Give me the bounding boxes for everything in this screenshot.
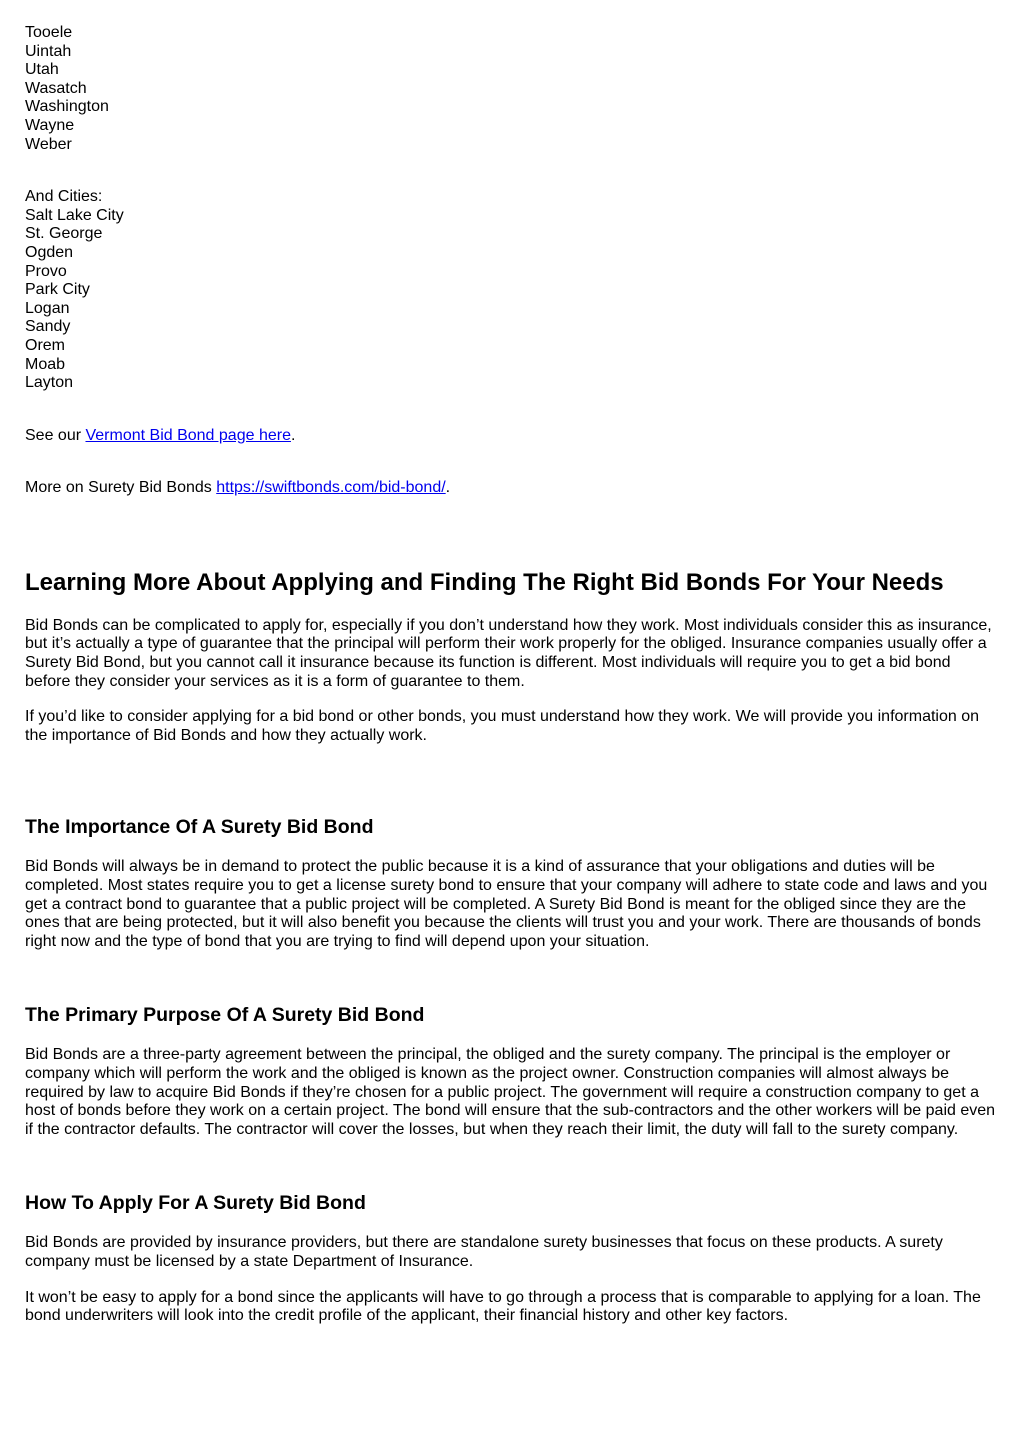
intro-paragraph: If you’d like to consider applying for a bid bond or other bonds, you must understand how they work. We will provide you information on the importance of Bid Bonds and how they actually work. bbox=[25, 708, 980, 744]
county-item: Wasatch bbox=[25, 79, 87, 97]
county-list bbox=[25, 24, 998, 154]
section-paragraph: It won’t be easy to apply for a bond since the applicants will have to go through a process that is comparable to applying for a loan. The bond underwriters will look into the credit profile of the applicant, their financial history and other key factors. bbox=[25, 1288, 981, 1325]
city-item: Moab bbox=[25, 355, 66, 373]
see-our-suffix: . bbox=[290, 426, 296, 444]
section-heading-importance: The Importance Of A Surety Bid Bond bbox=[25, 816, 374, 839]
city-item: Park City bbox=[25, 281, 90, 299]
see-our-prefix: See our bbox=[25, 426, 86, 444]
county-item: Washington bbox=[25, 98, 109, 116]
main-heading: Learning More About Applying and Finding The Right Bid Bonds For Your Needs bbox=[25, 568, 944, 596]
city-item: Ogden bbox=[25, 243, 74, 261]
city-list bbox=[25, 188, 998, 393]
section-heading-how-to-apply: How To Apply For A Surety Bid Bond bbox=[25, 1192, 366, 1215]
city-item: Provo bbox=[25, 262, 67, 280]
vermont-bid-bond-link[interactable]: Vermont Bid Bond page here bbox=[85, 426, 291, 444]
more-on-line bbox=[25, 479, 998, 498]
city-item: Logan bbox=[25, 299, 70, 317]
city-item: Sandy bbox=[25, 318, 71, 336]
section-heading-primary-purpose: The Primary Purpose Of A Surety Bid Bond bbox=[25, 1004, 425, 1027]
cities-heading: And Cities: bbox=[25, 188, 103, 206]
city-item: Salt Lake City bbox=[25, 206, 124, 224]
county-item: Utah bbox=[25, 61, 59, 79]
section-paragraph: Bid Bonds are a three-party agreement between the principal, the obliged and the surety company. The principal is the employer or company which will perform the work and the obliged is known as the project owner. Construction companies will almost always be required by law to acquire Bid Bonds if they’re chosen for a public project. The government will require a construction company to get a host of bonds before they work on a certain project. The bond will ensure that the sub-contractors and the other workers will be paid even if the contractor defaults. The contractor will cover the losses, but when they reach their limit, the duty will fall to the surety company. bbox=[25, 1046, 996, 1138]
swiftbonds-bid-bond-link[interactable]: https://swiftbonds.com/bid-bond/ bbox=[216, 479, 446, 497]
city-item: St. George bbox=[25, 225, 103, 243]
section-paragraph: Bid Bonds are provided by insurance providers, but there are standalone surety businesses that focus on these products. A surety company must be licensed by a state Department of Insurance. bbox=[25, 1234, 943, 1270]
section-paragraph: Bid Bonds will always be in demand to protect the public because it is a kind of assurance that your obligations and duties will be completed. Most states require you to get a license surety bond to ensure that your company will adhere to state code and laws and you get a contract bond to guarantee that a public project will be completed. A Surety Bid Bond is meant for the obliged since they are the ones that are being protected, but it will also benefit you because the clients will trust you and your work. There are thousands of bonds right now and the type of bond that you are trying to find will depend upon your situation. bbox=[25, 858, 988, 950]
county-item: Uintah bbox=[25, 42, 72, 60]
county-item: Wayne bbox=[25, 116, 75, 134]
intro-paragraph: Bid Bonds can be complicated to apply for, especially if you don’t understand how they work. Most individuals consider this as insurance, but it’s actually a type of guarantee that the principal will perform their work properly for the obliged. Insurance companies usually offer a Surety Bid Bond, but you cannot call it insurance because its function is different. Most individuals will require you to get a bid bond before they consider your services as it is a form of guarantee to them. bbox=[25, 616, 992, 690]
county-item: Weber bbox=[25, 135, 72, 153]
city-item: Layton bbox=[25, 374, 74, 392]
see-our-line bbox=[25, 427, 998, 446]
county-item: Tooele bbox=[25, 24, 73, 41]
city-item: Orem bbox=[25, 336, 65, 354]
more-on-prefix: More on Surety Bid Bonds bbox=[25, 479, 217, 497]
more-on-suffix: . bbox=[445, 479, 451, 497]
